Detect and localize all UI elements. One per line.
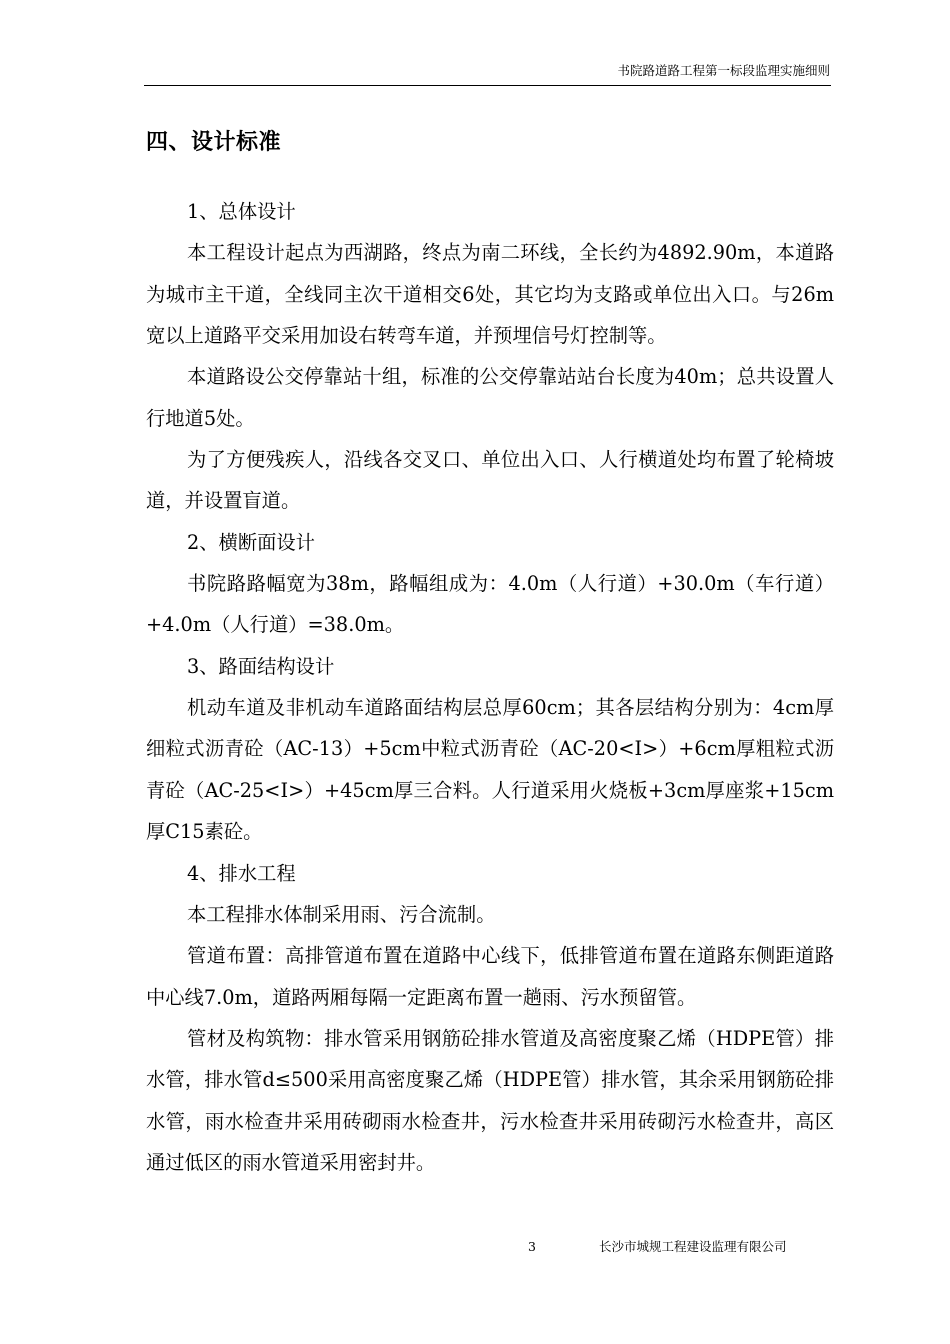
subheading-pavement-structure: 3、路面结构设计 xyxy=(187,654,335,678)
paragraph: 书院路路幅宽为38m，路幅组成为：4.0m（人行道）+30.0m（车行道）+4.0m（人行道）=38.0m。 xyxy=(146,572,834,637)
running-header: 书院路道路工程第一标段监理实施细则 xyxy=(617,63,830,78)
footer-company: 长沙市城规工程建设监理有限公司 xyxy=(599,1239,787,1254)
section-title: 四、设计标准 xyxy=(146,129,282,155)
document-body xyxy=(146,191,834,1183)
paragraph: 管材及构筑物：排水管采用钢筋砼排水管道及高密度聚乙烯（HDPE管）排水管，排水管d≤500采用高密度聚乙烯（HDPE管）排水管，其余采用钢筋砼排水管，雨水检查井采用砖砌雨水检查井，污水检查井采用砖砌污水检查井，高区通过低区的雨水管道采用密封井。 xyxy=(146,1026,834,1174)
header-divider xyxy=(144,85,831,86)
paragraph: 管道布置：高排管道布置在道路中心线下，低排管道布置在道路东侧距道路中心线7.0m，道路两厢每隔一定距离布置一趟雨、污水预留管。 xyxy=(146,944,834,1009)
paragraph: 为了方便残疾人，沿线各交叉口、单位出入口、人行横道处均布置了轮椅坡道，并设置盲道。 xyxy=(146,448,834,513)
paragraph: 本道路设公交停靠站十组，标准的公交停靠站站台长度为40m；总共设置人行地道5处。 xyxy=(146,365,834,430)
paragraph: 本工程排水体制采用雨、污合流制。 xyxy=(187,902,496,926)
subheading-overall-design: 1、总体设计 xyxy=(187,200,296,223)
subheading-cross-section: 2、横断面设计 xyxy=(187,530,315,554)
paragraph: 本工程设计起点为西湖路，终点为南二环线，全长约为4892.90m，本道路为城市主干道，全线同主次干道相交6处，其它均为支路或单位出入口。与26m宽以上道路平交采用加设右转弯车道，并预埋信号灯控制等。 xyxy=(146,241,834,348)
paragraph: 机动车道及非机动车道路面结构层总厚60cm；其各层结构分别为：4cm厚细粒式沥青砼（AC-13）+5cm中粒式沥青砼（AC-20<I>）+6cm厚粗粒式沥青砼（AC-25<I>）+45cm厚三合料。人行道采用火烧板+3cm厚座浆+15cm厚C15素砼。 xyxy=(146,696,834,844)
page-number: 3 xyxy=(528,1239,536,1254)
subheading-drainage: 4、排水工程 xyxy=(187,861,296,885)
